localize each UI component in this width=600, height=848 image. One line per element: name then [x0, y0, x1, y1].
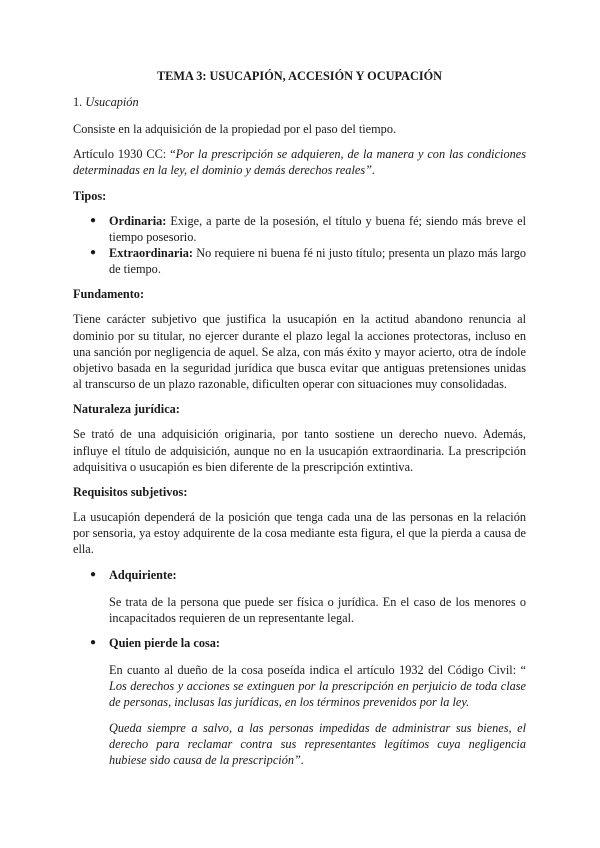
fundamento-heading: Fundamento:: [73, 287, 145, 302]
section-heading: [73, 95, 526, 110]
quien-pierde-quote-2: Queda siempre a salvo, a las personas impedidas de administrar sus bienes, el derecho para reclamar contra sus representantes legítimos cuya negligencia hubiese sido causa de la prescripción”.: [109, 720, 526, 768]
naturaleza-heading: Naturaleza jurídica:: [73, 402, 180, 417]
list-item-label: Extraordinaria:: [109, 246, 194, 261]
section-number: 1.: [73, 95, 83, 109]
requisitos-heading: Requisitos subjetivos:: [73, 485, 188, 500]
bullet-icon: ●: [90, 214, 97, 226]
list-item-label: Ordinaria:: [109, 213, 167, 228]
list-item-text: No requiere ni buena fé ni justo título; presenta un plazo más largo de tiempo.: [109, 246, 527, 277]
adquiriente-label: Adquiriente:: [109, 567, 177, 582]
quien-pierde-intro: En cuanto al dueño de la cosa poseída indica el artículo 1932 del Código Civil: “: [109, 663, 526, 678]
bullet-icon: ●: [90, 568, 97, 580]
article-prefix: Artículo 1930 CC: “: [73, 147, 176, 162]
tipos-list: [73, 213, 526, 278]
adquiriente-heading: [73, 567, 526, 583]
list-item: [73, 213, 526, 245]
quien-pierde-paragraph: [73, 662, 526, 711]
quien-pierde-quote-1: Los derechos y acciones se extinguen por la prescripción en perjuicio de toda clase de personas, inclusas las jurídicas, en los términos prevenidos por la ley.: [109, 679, 526, 710]
adquiriente-paragraph: Se trata de la persona que puede ser física o jurídica. En el caso de los menores o incapacitados requieren de un representante legal.: [109, 594, 526, 625]
bullet-icon: ●: [90, 637, 97, 649]
naturaleza-paragraph: Se trató de una adquisición originaria, por tanto sostiene un derecho nuevo. Además, influye el título de adquisición, aunque no en la usucapión extraordinaria. La prescripción adquisitiva o usucapión es bien diferente de la prescripción extintiva.: [73, 427, 526, 474]
definition-paragraph: Consiste en la adquisición de la propiedad por el paso del tiempo.: [73, 122, 397, 136]
article-quote: Por la prescripción se adquieren, de la manera y con las condiciones determinadas en la ley, el dominio y demás derechos reales”.: [73, 147, 526, 178]
requisitos-paragraph: La usucapión dependerá de la posición que tenga cada una de las personas en la relación por sensoria, ya estoy adquirente de la cosa mediante esta figura, el que la pierda a causa de ella.: [73, 510, 526, 557]
quien-pierde-heading: [73, 635, 526, 651]
article-paragraph: [73, 146, 526, 178]
list-item: [73, 245, 526, 277]
list-item-text: Exige, a parte de la posesión, el título y buena fé; siendo más breve el tiempo posesorio.: [109, 213, 527, 244]
page-title: TEMA 3: USUCAPIÓN, ACCESIÓN Y OCUPACIÓN: [156, 69, 443, 83]
quien-pierde-label: Quien pierde la cosa:: [109, 636, 221, 651]
section-name: Usucapión: [85, 95, 139, 109]
fundamento-paragraph: Tiene carácter subjetivo que justifica la usucapión en la actitud abandono renuncia al dominio por su titular, no ejercer durante el plazo legal la acciones protectoras, incluso en una sanción por negligencia de aquel. Se alza, con más éxito y mayor acierto, otra de índole objetivo basada en la seguridad jurídica que busca evitar que antiguas pretensiones unidas al transcurso de un plazo razonable, dificulten operar con situaciones muy consolidadas.: [73, 312, 526, 392]
tipos-heading: Tipos:: [73, 188, 107, 203]
bullet-icon: ●: [90, 247, 97, 259]
